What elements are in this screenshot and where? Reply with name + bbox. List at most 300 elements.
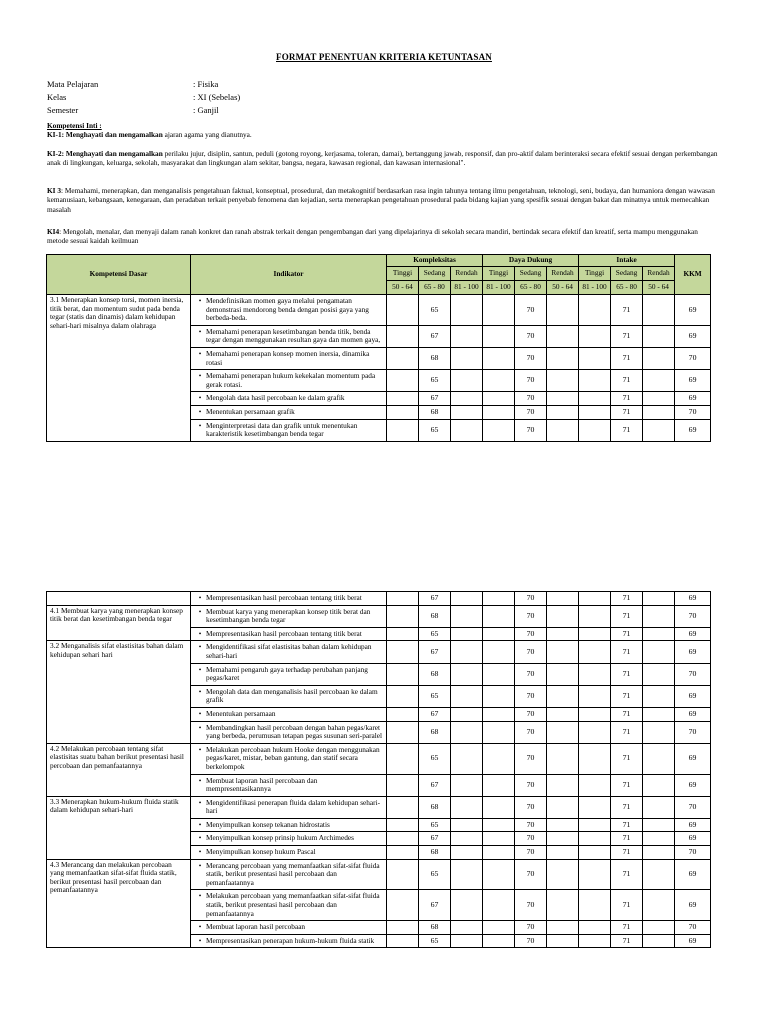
score-cell: 71 [611, 663, 643, 685]
bullet-item [194, 834, 383, 843]
empty-cell [483, 627, 515, 641]
empty-cell [579, 890, 611, 921]
empty-cell [579, 832, 611, 846]
indikator-cell [191, 370, 387, 392]
ki4-text: : Mengolah, menalar, dan menyaji dalam ranah konkret dan ranah abstrak terkait dengan pengembangan dari yang dipelajarinya di sekolah secara mandiri, bertindak secara efektif dan kreatif, serta mampu menggunakan metode sesuai kaidah keilmuan [47, 227, 698, 246]
empty-cell [451, 796, 483, 818]
score-cell: 71 [611, 818, 643, 832]
header-kompetensi-dasar: Kompetensi Dasar [47, 255, 191, 295]
meta-row-semester [47, 104, 240, 117]
empty-cell [643, 325, 675, 347]
empty-cell [483, 592, 515, 606]
empty-cell [643, 627, 675, 641]
indikator-cell [191, 641, 387, 663]
bullet-icon: • [198, 420, 202, 430]
kkm-cell: 70 [675, 347, 711, 369]
empty-cell [483, 846, 515, 860]
indikator-text: Mengolah data hasil percobaan ke dalam grafik [206, 393, 345, 403]
bullet-item [194, 297, 383, 323]
kkm-table-bottom [46, 591, 711, 948]
bullet-item [194, 643, 383, 660]
empty-cell [643, 846, 675, 860]
score-cell: 71 [611, 890, 643, 921]
empty-cell [387, 890, 419, 921]
meta-block [47, 78, 240, 117]
header-rendah: Rendah [643, 267, 675, 281]
kd-cell: 3.1 Menerapkan konsep torsi, momen inersia, titik berat, dan momentum sudut pada benda tegar (statis dan dinamis) dalam kehidupan sehari-hari misalnya dalam olahraga [47, 295, 191, 442]
score-cell: 70 [515, 627, 547, 641]
empty-cell [547, 641, 579, 663]
ki3-label: KI 3 [47, 186, 61, 195]
header-range: 50 - 64 [643, 281, 675, 295]
bullet-icon: • [198, 686, 202, 696]
indikator-text: Mengidentifikasi penerapan fluida dalam kehidupan sehari-hari [206, 797, 381, 816]
empty-cell [483, 859, 515, 890]
header-range: 50 - 64 [387, 281, 419, 295]
score-cell: 68 [419, 921, 451, 935]
empty-cell [387, 605, 419, 627]
indikator-text: Mempresentasikan hasil percobaan tentang titik berat [206, 628, 362, 638]
kkm-cell: 69 [675, 592, 711, 606]
empty-cell [483, 392, 515, 406]
header-range: 65 - 80 [515, 281, 547, 295]
indikator-cell [191, 934, 387, 948]
empty-cell [387, 859, 419, 890]
indikator-text: Membuat laporan hasil percobaan dan mempresentasikannya [206, 775, 318, 794]
score-cell: 70 [515, 774, 547, 796]
indikator-cell [191, 592, 387, 606]
meta-label: Mata Pelajaran [47, 79, 99, 89]
score-cell: 71 [611, 392, 643, 406]
empty-cell [579, 707, 611, 721]
score-cell: 70 [515, 890, 547, 921]
score-cell: 71 [611, 832, 643, 846]
indikator-cell [191, 921, 387, 935]
indikator-text: Melakukan percobaan yang memanfaatkan sifat-sifat fluida statik, berikut presentasi hasil percobaan dan pemanfaatannya [206, 891, 380, 918]
empty-cell [483, 641, 515, 663]
empty-cell [579, 627, 611, 641]
header-kompleksitas: Kompleksitas [387, 255, 483, 267]
ki1-text: ajaran agama yang dianutnya. [162, 130, 252, 140]
indikator-cell [191, 890, 387, 921]
empty-cell [387, 721, 419, 743]
empty-cell [547, 890, 579, 921]
score-cell: 70 [515, 325, 547, 347]
empty-cell [451, 774, 483, 796]
empty-cell [483, 370, 515, 392]
score-cell: 67 [419, 707, 451, 721]
empty-cell [387, 641, 419, 663]
bullet-icon: • [198, 819, 202, 829]
header-intake: Intake [579, 255, 675, 267]
indikator-text: Memahami penerapan kesetimbangan benda titik, benda tegar dengan menggunakan resultan gaya dan momen gaya, [206, 326, 381, 345]
empty-cell [451, 325, 483, 347]
indikator-cell [191, 774, 387, 796]
score-cell: 67 [419, 592, 451, 606]
empty-cell [451, 605, 483, 627]
kkm-cell: 69 [675, 832, 711, 846]
score-cell: 71 [611, 846, 643, 860]
empty-cell [579, 295, 611, 326]
bullet-item [194, 923, 383, 932]
empty-cell [579, 419, 611, 441]
empty-cell [579, 392, 611, 406]
score-cell: 65 [419, 859, 451, 890]
table-row [47, 592, 711, 606]
table-row [47, 641, 711, 663]
score-cell: 71 [611, 325, 643, 347]
header-range: 81 - 100 [579, 281, 611, 295]
bullet-icon: • [198, 935, 202, 945]
empty-cell [579, 934, 611, 948]
meta-value: : Fisika [193, 79, 219, 89]
meta-row-class [47, 91, 240, 104]
score-cell: 70 [515, 859, 547, 890]
empty-cell [387, 921, 419, 935]
header-sedang: Sedang [611, 267, 643, 281]
bullet-item [194, 372, 383, 389]
empty-cell [451, 641, 483, 663]
bullet-icon: • [198, 860, 202, 870]
header-tinggi: Tinggi [387, 267, 419, 281]
empty-cell [643, 347, 675, 369]
empty-cell [547, 921, 579, 935]
empty-cell [387, 627, 419, 641]
header-range: 65 - 80 [611, 281, 643, 295]
empty-cell [547, 347, 579, 369]
empty-cell [483, 685, 515, 707]
ki-heading: Kompetensi Inti : [47, 121, 102, 130]
empty-cell [643, 405, 675, 419]
bullet-item [194, 630, 383, 639]
indikator-cell [191, 605, 387, 627]
bullet-icon: • [198, 406, 202, 416]
score-cell: 65 [419, 419, 451, 441]
empty-cell [451, 846, 483, 860]
ki2-text: perilaku jujur, disiplin, santun, peduli (gotong royong, kerjasama, toleran, damai), bertanggung jawab, responsif, dan pro-aktif dalam berinteraksi secara efektif sesuai dengan perkembangan anak di lingkungan, keluarga, sekolah, masyarakat dan lingkungan alam sekitar, bangsa, negara, kawasan regional, dan kawasan internasional". [47, 149, 718, 168]
empty-cell [451, 347, 483, 369]
score-cell: 65 [419, 743, 451, 774]
empty-cell [547, 392, 579, 406]
indikator-text: Membandingkan hasil percobaan dengan bahan pegas/karet yang berbeda, perumusan tetapan pegas susunan seri-paralel [206, 722, 383, 741]
empty-cell [451, 934, 483, 948]
bullet-icon: • [198, 664, 202, 674]
indikator-text: Mendefinisikan momen gaya melalui pengamatan demonstrasi mendorong benda dengan posisi gaya yang berbeda-beda. [206, 296, 369, 323]
kkm-cell: 69 [675, 934, 711, 948]
table-row [47, 743, 711, 774]
empty-cell [643, 934, 675, 948]
empty-cell [547, 934, 579, 948]
empty-cell [643, 921, 675, 935]
empty-cell [547, 796, 579, 818]
score-cell: 67 [419, 392, 451, 406]
indikator-text: Memahami penerapan hukum kekekalan momentum pada gerak rotasi. [206, 371, 376, 389]
empty-cell [387, 774, 419, 796]
score-cell: 71 [611, 627, 643, 641]
ki3-paragraph [47, 186, 719, 214]
header-rendah: Rendah [547, 267, 579, 281]
empty-cell [547, 685, 579, 707]
meta-value: : XI (Sebelas) [193, 92, 241, 102]
empty-cell [483, 818, 515, 832]
empty-cell [451, 890, 483, 921]
indikator-text: Membuat laporan hasil percobaan [206, 922, 306, 932]
empty-cell [643, 859, 675, 890]
indikator-cell [191, 846, 387, 860]
empty-cell [643, 721, 675, 743]
bullet-item [194, 821, 383, 830]
empty-cell [451, 663, 483, 685]
empty-cell [483, 295, 515, 326]
indikator-cell [191, 405, 387, 419]
bullet-item [194, 328, 383, 345]
table-row [47, 605, 711, 627]
empty-cell [579, 370, 611, 392]
bullet-icon: • [198, 606, 202, 616]
kkm-cell: 69 [675, 743, 711, 774]
empty-cell [643, 663, 675, 685]
kkm-cell: 69 [675, 685, 711, 707]
score-cell: 70 [515, 707, 547, 721]
bullet-icon: • [198, 371, 202, 381]
ki1-label: KI-1 [47, 130, 62, 140]
score-cell: 70 [515, 392, 547, 406]
empty-cell [579, 685, 611, 707]
empty-cell [643, 392, 675, 406]
bullet-icon: • [198, 797, 202, 807]
score-cell: 65 [419, 685, 451, 707]
empty-cell [643, 707, 675, 721]
empty-cell [387, 832, 419, 846]
score-cell: 68 [419, 663, 451, 685]
score-cell: 71 [611, 295, 643, 326]
empty-cell [643, 419, 675, 441]
empty-cell [579, 818, 611, 832]
empty-cell [387, 796, 419, 818]
bullet-icon: • [198, 393, 202, 403]
score-cell: 68 [419, 721, 451, 743]
empty-cell [387, 295, 419, 326]
score-cell: 70 [515, 370, 547, 392]
empty-cell [451, 743, 483, 774]
page-title: FORMAT PENENTUAN KRITERIA KETUNTASAN [276, 52, 492, 62]
empty-cell [547, 774, 579, 796]
empty-cell [387, 663, 419, 685]
score-cell: 71 [611, 370, 643, 392]
indikator-cell [191, 295, 387, 326]
empty-cell [579, 605, 611, 627]
kkm-cell: 69 [675, 818, 711, 832]
bullet-icon: • [198, 296, 202, 305]
bullet-item [194, 408, 383, 417]
score-cell: 71 [611, 707, 643, 721]
empty-cell [483, 419, 515, 441]
empty-cell [483, 663, 515, 685]
empty-cell [483, 405, 515, 419]
bullet-item [194, 608, 383, 625]
empty-cell [387, 592, 419, 606]
empty-cell [643, 605, 675, 627]
bullet-item [194, 710, 383, 719]
score-cell: 68 [419, 796, 451, 818]
empty-cell [483, 934, 515, 948]
score-cell: 70 [515, 592, 547, 606]
score-cell: 71 [611, 419, 643, 441]
header-tinggi: Tinggi [579, 267, 611, 281]
empty-cell [579, 592, 611, 606]
kkm-cell: 69 [675, 707, 711, 721]
ki4-label: KI4 [47, 227, 60, 236]
ki2-paragraph [47, 149, 719, 168]
empty-cell [643, 818, 675, 832]
kd-cell: 4.2 Melakukan percobaan tentang sifat elastisitas suatu bahan berikut presentasi hasil percobaan dan pemanfaatannya [47, 743, 191, 796]
empty-cell [483, 774, 515, 796]
bullet-item [194, 862, 383, 888]
empty-cell [483, 832, 515, 846]
score-cell: 67 [419, 774, 451, 796]
bullet-icon: • [198, 775, 202, 785]
bullet-item [194, 394, 383, 403]
header-indikator: Indikator [191, 255, 387, 295]
empty-cell [451, 685, 483, 707]
score-cell: 71 [611, 774, 643, 796]
score-cell: 70 [515, 743, 547, 774]
score-cell: 70 [515, 796, 547, 818]
empty-cell [387, 743, 419, 774]
bullet-item [194, 594, 383, 603]
header-kkm: KKM [675, 255, 711, 295]
empty-cell [643, 295, 675, 326]
empty-cell [451, 392, 483, 406]
bullet-icon: • [198, 628, 202, 638]
indikator-text: Menyimpulkan konsep tekanan hidrostatis [206, 819, 330, 829]
score-cell: 71 [611, 347, 643, 369]
score-cell: 70 [515, 419, 547, 441]
score-cell: 65 [419, 934, 451, 948]
indikator-cell [191, 419, 387, 441]
indikator-cell [191, 392, 387, 406]
indikator-cell [191, 685, 387, 707]
empty-cell [483, 325, 515, 347]
score-cell: 70 [515, 663, 547, 685]
empty-cell [579, 846, 611, 860]
empty-cell [547, 859, 579, 890]
empty-cell [483, 921, 515, 935]
kkm-cell: 69 [675, 370, 711, 392]
empty-cell [547, 627, 579, 641]
kd-cell: 4.3 Merancang dan melakukan percobaan yang memanfaatkan sifat-sifat fluida statik, berikut presentasi hasil percobaan dan pemanfaatannya [47, 859, 191, 948]
score-cell: 65 [419, 627, 451, 641]
indikator-cell [191, 347, 387, 369]
meta-label: Semester [47, 105, 79, 115]
kkm-cell: 69 [675, 774, 711, 796]
empty-cell [643, 641, 675, 663]
empty-cell [387, 392, 419, 406]
empty-cell [579, 921, 611, 935]
empty-cell [547, 846, 579, 860]
score-cell: 65 [419, 370, 451, 392]
bullet-icon: • [198, 708, 202, 718]
bullet-icon: • [198, 891, 202, 901]
bullet-item [194, 777, 383, 794]
empty-cell [483, 743, 515, 774]
score-cell: 65 [419, 818, 451, 832]
indikator-text: Menentukan persamaan grafik [206, 406, 295, 416]
indikator-text: Menyimpulkan konsep prinsip hukum Archimedes [206, 833, 354, 843]
table-row [47, 859, 711, 890]
indikator-cell [191, 859, 387, 890]
empty-cell [643, 774, 675, 796]
kkm-cell: 69 [675, 890, 711, 921]
score-cell: 70 [515, 921, 547, 935]
score-cell: 70 [515, 347, 547, 369]
bullet-item [194, 848, 383, 857]
bullet-icon: • [198, 642, 202, 652]
header-daya-dukung: Daya Dukung [483, 255, 579, 267]
empty-cell [579, 796, 611, 818]
empty-cell [451, 707, 483, 721]
indikator-cell [191, 818, 387, 832]
score-cell: 71 [611, 641, 643, 663]
empty-cell [579, 405, 611, 419]
empty-cell [579, 859, 611, 890]
empty-cell [643, 832, 675, 846]
bullet-icon: • [198, 847, 202, 857]
bullet-icon: • [198, 348, 202, 358]
kkm-cell: 70 [675, 721, 711, 743]
empty-cell [387, 325, 419, 347]
score-cell: 68 [419, 846, 451, 860]
indikator-text: Memahami pengaruh gaya terhadap perubahan panjang pegas/karet [206, 664, 368, 683]
indikator-text: Mengidentifikasi sifat elastisitas bahan dalam kehidupan sehari-hari [206, 642, 372, 660]
header-range: 81 - 100 [451, 281, 483, 295]
indikator-cell [191, 721, 387, 743]
empty-cell [643, 890, 675, 921]
kkm-cell: 69 [675, 392, 711, 406]
score-cell: 70 [515, 934, 547, 948]
kd-cell: 3.3 Menerapkan hukum-hukum fluida statik dalam kehidupan sehari-hari [47, 796, 191, 859]
empty-cell [451, 921, 483, 935]
ki1-bold: : Menghayati dan mengamalkan [61, 130, 163, 140]
score-cell: 71 [611, 934, 643, 948]
meta-value: : Ganjil [193, 105, 219, 115]
kkm-cell: 70 [675, 796, 711, 818]
bullet-icon: • [198, 744, 202, 754]
empty-cell [451, 295, 483, 326]
score-cell: 70 [515, 605, 547, 627]
empty-cell [547, 405, 579, 419]
empty-cell [451, 592, 483, 606]
empty-cell [451, 832, 483, 846]
empty-cell [547, 605, 579, 627]
kkm-cell: 70 [675, 921, 711, 935]
empty-cell [579, 743, 611, 774]
score-cell: 70 [515, 721, 547, 743]
empty-cell [387, 370, 419, 392]
score-cell: 71 [611, 859, 643, 890]
kkm-cell: 69 [675, 325, 711, 347]
kkm-cell: 70 [675, 846, 711, 860]
kkm-cell: 69 [675, 419, 711, 441]
score-cell: 71 [611, 921, 643, 935]
empty-cell [451, 627, 483, 641]
ki3-text: : Memahami, menerapkan, dan menganalisis pengetahuan faktual, konseptual, prosedural, dan metakognitif berdasarkan rasa ingin tahunya tentang ilmu pengetahuan, teknologi, seni, budaya, dan humaniora dengan wawasan kemanusiaan, kebangsaan, kenegaraan, dan peradaban terkait penyebab fenomena dan kejadian, serta menerapkan pengetahuan prosedural pada bidang kajian yang spesifik sesuai dengan bakat dan minatnya untuk memecahkan masalah [47, 186, 715, 214]
empty-cell [547, 592, 579, 606]
empty-cell [579, 663, 611, 685]
score-cell: 70 [515, 641, 547, 663]
bullet-item [194, 746, 383, 772]
bullet-item [194, 422, 383, 439]
